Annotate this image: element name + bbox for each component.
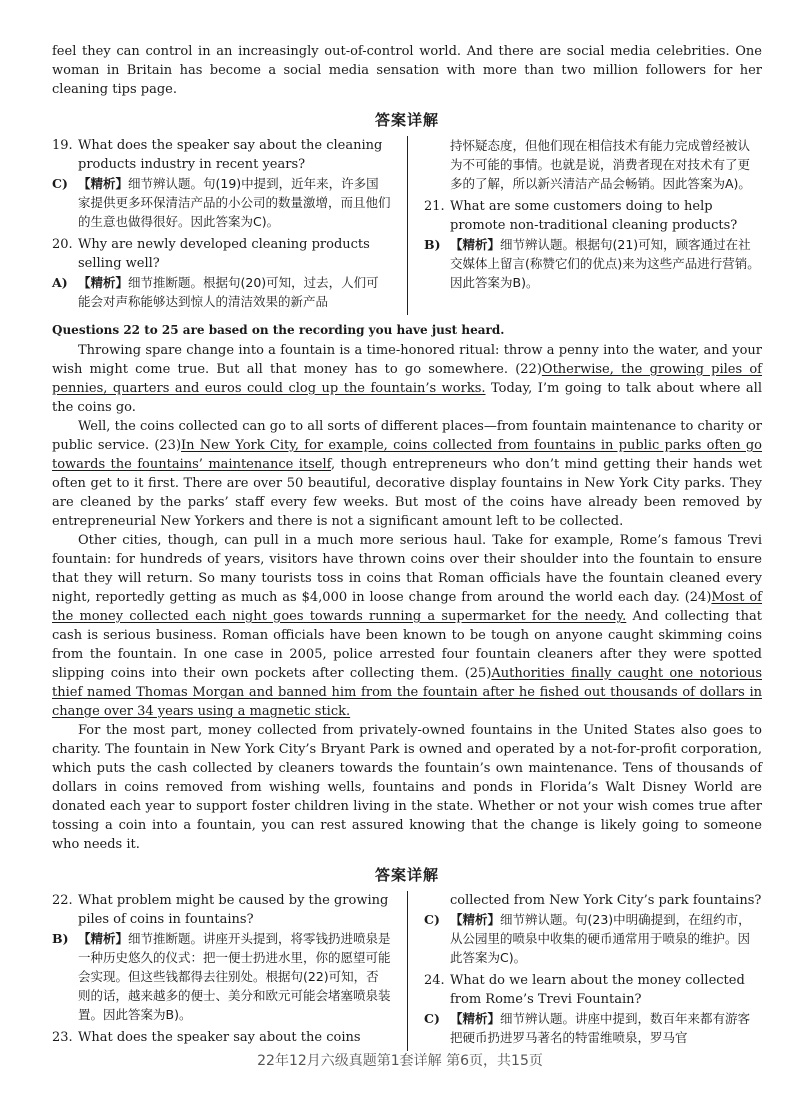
page-footer: 22年12月六级真题第1套详解 第6页，共15页	[257, 1053, 543, 1069]
underlined-sentence-22: Otherwise, the growing piles of pennies, quarters and euros could clog up the fountain’s works.	[52, 362, 762, 396]
answer-letter: B)	[52, 931, 69, 946]
question-number: 24.	[424, 973, 445, 988]
answer-letter: A)	[52, 275, 68, 290]
answer-column-right-2	[407, 891, 762, 1051]
passage-paragraph-1: Throwing spare change into a fountain is a time-honored ritual: throw a penny into the water, and your wish might come true. But all that money has to go somewhere. (22)Otherwise, the growing piles of pennies, quarters and euros could clog up the fountain’s works. Today, I’m going to talk about where all the coins go.	[52, 343, 762, 415]
answer-explanation: 细节推断题。讲座开头提到，将零钱扔进喷泉是一种历史悠久的仪式：把一便士扔进水里，你的愿望可能会实现。但这些钱都得去往别处。根据句(22)可知，否则的话，越来越多的便士、美分和欧元可能会堵塞喷泉装置。因此答案为B)。	[78, 931, 391, 1022]
question-text: What does the speaker say about the coins	[78, 1030, 361, 1045]
questions-header: Questions 22 to 25 are based on the recording you have just heard.	[52, 323, 505, 337]
passage-paragraph-2: Well, the coins collected can go to all sorts of different places—from fountain maintenance to charity or public service. (23)In New York City, for example, coins collected from fountains in public parks often go towards the fountains’ maintenance itself, though entrepreneurs who don’t mind getting their hands wet often get to it first. There are over 50 beautiful, decorative display fountains in New York City parks. They are cleaned by the parks’ staff every few weeks. But most of the coins have already been removed by entrepreneurial New Yorkers and there is not a significant amount left to be collected.	[52, 419, 762, 529]
answer-explanation: 持怀疑态度，但他们现在相信技术有能力完成曾经被认为不可能的事情。也就是说，消费者现在对技术有了更多的了解，所以新兴清洁产品会畅销。因此答案为A)。	[450, 138, 751, 191]
underlined-sentence-23: In New York City, for example, coins collected from fountains in public parks often go towards the fountains’ maintenance itself	[52, 438, 762, 472]
answer-explanation: 细节推断题。根据句(20)可知，过去，人们可能会对声称能够达到惊人的清洁效果的新产品	[78, 275, 379, 309]
analysis-tag: 【精析】	[78, 275, 129, 290]
qa-item-21	[424, 197, 762, 292]
answer-letter: C)	[52, 176, 68, 191]
analysis-tag: 【精析】	[450, 1011, 501, 1026]
question-text: Why are newly developed cleaning products selling well?	[78, 237, 370, 271]
analysis-tag: 【精析】	[78, 931, 129, 946]
analysis-tag: 【精析】	[78, 176, 129, 191]
analysis-tag: 【精析】	[450, 912, 501, 927]
question-text: What does the speaker say about the cleaning products industry in recent years?	[78, 138, 383, 172]
question-number: 19.	[52, 138, 73, 153]
answer-explanation: 细节辨认题。讲座中提到，数百年来都有游客把硬币扔进罗马著名的特雷维喷泉，罗马官	[450, 1011, 751, 1045]
underlined-sentence-24: Most of the money collected each night goes towards running a supermarket for the needy.	[52, 590, 762, 624]
answer-letter: C)	[424, 1011, 440, 1026]
section-title-1: 答案详解	[374, 111, 439, 129]
question-text: What do we learn about the money collected from Rome’s Trevi Fountain?	[450, 973, 745, 1007]
answer-column-right-1	[407, 136, 762, 315]
answer-letter: C)	[424, 912, 440, 927]
qa-item-24	[424, 971, 762, 1047]
qa-item-20-cont	[424, 136, 762, 193]
question-text: What problem might be caused by the growing piles of coins in fountains?	[78, 893, 389, 927]
passage-paragraph-4: For the most part, money collected from privately-owned fountains in the United States also goes to charity. The fountain in New York City’s Bryant Park is owned and operated by a not-for-profit corporation, which puts the cash collected by cleaners towards the fountain’s own maintenance. Tens of thousands of dollars in coins removed from wishing wells, fountains and ponds in Florida’s Walt Disney World are donated each year to support foster children living in the state. Whether or not your wish comes true after tossing a coin into a fountain, you can rest assured knowing that the change is likely going to someone who needs it.	[52, 723, 762, 852]
section-title-2: 答案详解	[374, 866, 439, 884]
passage-paragraph-3: Other cities, though, can pull in a much more serious haul. Take for example, Rome’s famous Trevi fountain: for hundreds of years, visitors have thrown coins over their shoulder into the fountain to ensure that they will return. So many tourists toss in coins that Roman officials have the fountain cleaned every night, reportedly getting as much as $4,000 in loose change from around the world each day. (24)Most of the money collected each night goes towards running a supermarket for the needy. And collecting that cash is serious business. Roman officials have been known to be tough on anyone caught skimming coins from the fountain. In one case in 2005, police arrested four fountain cleaners after they were spotted slipping coins into their own pockets after collecting them. (25)Authorities finally caught one notorious thief named Thomas Morgan and banned him from the fountain after he fished out thousands of dollars in change over 34 years using a magnetic stick.	[52, 533, 762, 719]
intro-paragraph: feel they can control in an increasingly out-of-control world. And there are social media celebrities. One woman in Britain has become a social media sensation with more than two million followers for her cleaning tips page.	[52, 44, 762, 97]
question-text: collected from New York City’s park fountains?	[450, 893, 762, 908]
answer-column-left-2	[52, 891, 407, 1051]
answer-column-left-1	[52, 136, 407, 315]
answer-explanation: 细节辨认题。根据句(21)可知，顾客通过在社交媒体上留言(称赞它们的优点)来为这些产品进行营销。因此答案为B)。	[450, 237, 760, 290]
qa-item-22	[52, 891, 391, 1024]
qa-item-20	[52, 235, 391, 311]
analysis-tag: 【精析】	[450, 237, 501, 252]
answer-explanation: 细节辨认题。句(23)中明确提到，在纽约市，从公园里的喷泉中收集的硬币通常用于喷泉的维护。因此答案为C)。	[450, 912, 751, 965]
question-number: 20.	[52, 237, 73, 252]
answer-explanation: 细节辨认题。句(19)中提到，近年来，许多国家提供更多环保清洁产品的小公司的数量激增，而且他们的生意也做得很好。因此答案为C)。	[78, 176, 391, 229]
question-number: 22.	[52, 893, 73, 908]
answer-letter: B)	[424, 237, 441, 252]
qa-item-23-cont	[424, 891, 762, 967]
question-number: 21.	[424, 199, 445, 214]
question-number: 23.	[52, 1030, 73, 1045]
answer-columns-2	[52, 891, 762, 1051]
underlined-sentence-25: Authorities finally caught one notorious thief named Thomas Morgan and banned him from the fountain after he fished out thousands of dollars in change over 34 years using a magnetic stick.	[52, 666, 762, 719]
qa-item-19	[52, 136, 391, 231]
qa-item-23	[52, 1028, 391, 1047]
question-text: What are some customers doing to help promote non-traditional cleaning products?	[450, 199, 738, 233]
answer-columns-1	[52, 136, 762, 315]
